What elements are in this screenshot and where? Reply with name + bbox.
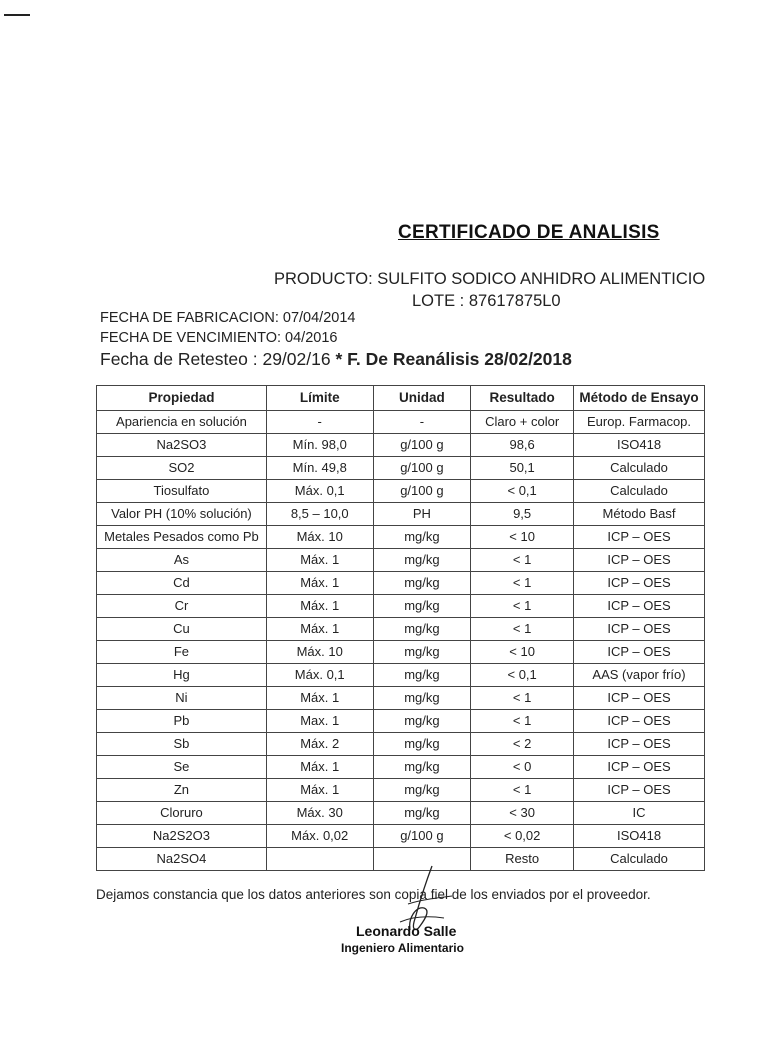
cell-metodo: IC: [574, 802, 705, 825]
table-row: [97, 572, 705, 595]
cell-limite: -: [266, 411, 373, 434]
table-body: [97, 411, 705, 871]
cell-limite: Mín. 98,0: [266, 434, 373, 457]
cell-metodo: Calculado: [574, 457, 705, 480]
cell-resultado: < 2: [471, 733, 574, 756]
cell-propiedad: SO2: [97, 457, 267, 480]
cell-propiedad: As: [97, 549, 267, 572]
cell-unidad: mg/kg: [373, 526, 471, 549]
cell-resultado: < 1: [471, 710, 574, 733]
expiry-date: FECHA DE VENCIMIENTO: 04/2016: [100, 330, 338, 346]
cell-propiedad: Sb: [97, 733, 267, 756]
cell-propiedad: Cloruro: [97, 802, 267, 825]
table-row: [97, 779, 705, 802]
cell-unidad: mg/kg: [373, 641, 471, 664]
cell-propiedad: Cr: [97, 595, 267, 618]
cell-propiedad: Na2SO3: [97, 434, 267, 457]
cell-metodo: ICP – OES: [574, 687, 705, 710]
header-limite: Límite: [266, 386, 373, 411]
table-row: [97, 434, 705, 457]
signer-name: Leonardo Salle: [356, 923, 457, 939]
table-row: [97, 549, 705, 572]
table-row: [97, 641, 705, 664]
cell-metodo: ICP – OES: [574, 733, 705, 756]
corner-mark: [4, 14, 30, 16]
retest-date: Fecha de Retesteo : 29/02/16: [100, 349, 331, 369]
cell-resultado: < 0,02: [471, 825, 574, 848]
cell-propiedad: Zn: [97, 779, 267, 802]
cell-metodo: AAS (vapor frío): [574, 664, 705, 687]
cell-metodo: Europ. Farmacop.: [574, 411, 705, 434]
table-row: [97, 480, 705, 503]
cell-propiedad: Fe: [97, 641, 267, 664]
analysis-table: [96, 385, 705, 871]
cell-limite: Máx. 0,02: [266, 825, 373, 848]
table-row: [97, 618, 705, 641]
cell-resultado: < 0,1: [471, 664, 574, 687]
cell-resultado: < 1: [471, 618, 574, 641]
cell-propiedad: Hg: [97, 664, 267, 687]
cell-propiedad: Cu: [97, 618, 267, 641]
cell-resultado: < 1: [471, 779, 574, 802]
cell-metodo: ICP – OES: [574, 549, 705, 572]
cell-unidad: mg/kg: [373, 618, 471, 641]
signer-role: Ingeniero Alimentario: [341, 941, 464, 955]
reanalysis-date: * F. De Reanálisis 28/02/2018: [335, 349, 572, 369]
document-title: CERTIFICADO DE ANALISIS: [398, 222, 660, 243]
cell-metodo: ISO418: [574, 434, 705, 457]
cell-resultado: 50,1: [471, 457, 574, 480]
manufacture-date: FECHA DE FABRICACION: 07/04/2014: [100, 310, 356, 326]
header-propiedad: Propiedad: [97, 386, 267, 411]
cell-resultado: Claro + color: [471, 411, 574, 434]
table-row: [97, 756, 705, 779]
table-row: [97, 802, 705, 825]
cell-limite: Máx. 1: [266, 687, 373, 710]
cell-unidad: mg/kg: [373, 756, 471, 779]
cell-unidad: mg/kg: [373, 549, 471, 572]
cell-metodo: ICP – OES: [574, 641, 705, 664]
cell-limite: [266, 848, 373, 871]
cell-unidad: mg/kg: [373, 664, 471, 687]
cell-metodo: ICP – OES: [574, 756, 705, 779]
cell-metodo: Método Basf: [574, 503, 705, 526]
retest-line: [100, 349, 572, 370]
cell-propiedad: Valor PH (10% solución): [97, 503, 267, 526]
table-row: [97, 503, 705, 526]
cell-limite: Máx. 1: [266, 572, 373, 595]
cell-limite: 8,5 – 10,0: [266, 503, 373, 526]
cell-metodo: ISO418: [574, 825, 705, 848]
cell-limite: Máx. 30: [266, 802, 373, 825]
table-row: [97, 411, 705, 434]
cell-resultado: < 1: [471, 595, 574, 618]
cell-resultado: < 0: [471, 756, 574, 779]
cell-propiedad: Metales Pesados como Pb: [97, 526, 267, 549]
cell-limite: Máx. 0,1: [266, 664, 373, 687]
cell-resultado: < 1: [471, 549, 574, 572]
footer-statement: Dejamos constancia que los datos anteriores son copia fiel de los enviados por el proveedor.: [96, 887, 651, 902]
cell-limite: Máx. 10: [266, 526, 373, 549]
cell-unidad: -: [373, 411, 471, 434]
cell-unidad: mg/kg: [373, 595, 471, 618]
cell-limite: Máx. 1: [266, 779, 373, 802]
cell-unidad: mg/kg: [373, 710, 471, 733]
cell-propiedad: Na2S2O3: [97, 825, 267, 848]
cell-unidad: mg/kg: [373, 733, 471, 756]
cell-propiedad: Se: [97, 756, 267, 779]
cell-unidad: g/100 g: [373, 825, 471, 848]
table-row: [97, 595, 705, 618]
cell-propiedad: Na2SO4: [97, 848, 267, 871]
cell-limite: Máx. 1: [266, 618, 373, 641]
table-row: [97, 664, 705, 687]
cell-metodo: Calculado: [574, 480, 705, 503]
cell-unidad: PH: [373, 503, 471, 526]
header-unidad: Unidad: [373, 386, 471, 411]
cell-metodo: ICP – OES: [574, 618, 705, 641]
table-row: [97, 687, 705, 710]
cell-propiedad: Pb: [97, 710, 267, 733]
cell-propiedad: Apariencia en solución: [97, 411, 267, 434]
header-metodo: Método de Ensayo: [574, 386, 705, 411]
cell-propiedad: Tiosulfato: [97, 480, 267, 503]
cell-unidad: mg/kg: [373, 802, 471, 825]
cell-metodo: ICP – OES: [574, 710, 705, 733]
cell-metodo: Calculado: [574, 848, 705, 871]
table-row: [97, 733, 705, 756]
cell-propiedad: Cd: [97, 572, 267, 595]
cell-metodo: ICP – OES: [574, 572, 705, 595]
cell-unidad: mg/kg: [373, 687, 471, 710]
lot-number: LOTE : 87617875L0: [412, 292, 561, 310]
cell-limite: Máx. 2: [266, 733, 373, 756]
cell-limite: Máx. 1: [266, 595, 373, 618]
cell-resultado: < 0,1: [471, 480, 574, 503]
cell-limite: Max. 1: [266, 710, 373, 733]
cell-resultado: < 1: [471, 687, 574, 710]
cell-unidad: g/100 g: [373, 480, 471, 503]
cell-unidad: g/100 g: [373, 457, 471, 480]
table-row: [97, 710, 705, 733]
cell-metodo: ICP – OES: [574, 595, 705, 618]
cell-metodo: ICP – OES: [574, 526, 705, 549]
table-row: [97, 457, 705, 480]
cell-resultado: < 10: [471, 641, 574, 664]
cell-resultado: < 1: [471, 572, 574, 595]
cell-limite: Máx. 10: [266, 641, 373, 664]
header-resultado: Resultado: [471, 386, 574, 411]
cell-unidad: mg/kg: [373, 779, 471, 802]
cell-limite: Máx. 1: [266, 549, 373, 572]
cell-limite: Máx. 0,1: [266, 480, 373, 503]
cell-resultado: 9,5: [471, 503, 574, 526]
cell-resultado: < 30: [471, 802, 574, 825]
cell-unidad: g/100 g: [373, 434, 471, 457]
cell-resultado: < 10: [471, 526, 574, 549]
cell-propiedad: Ni: [97, 687, 267, 710]
product-line: PRODUCTO: SULFITO SODICO ANHIDRO ALIMENTICIO: [274, 270, 706, 288]
table-row: [97, 825, 705, 848]
cell-limite: Máx. 1: [266, 756, 373, 779]
table-header-row: [97, 386, 705, 411]
cell-resultado: Resto: [471, 848, 574, 871]
cell-limite: Mín. 49,8: [266, 457, 373, 480]
cell-unidad: mg/kg: [373, 572, 471, 595]
cell-metodo: ICP – OES: [574, 779, 705, 802]
table-row: [97, 526, 705, 549]
cell-resultado: 98,6: [471, 434, 574, 457]
